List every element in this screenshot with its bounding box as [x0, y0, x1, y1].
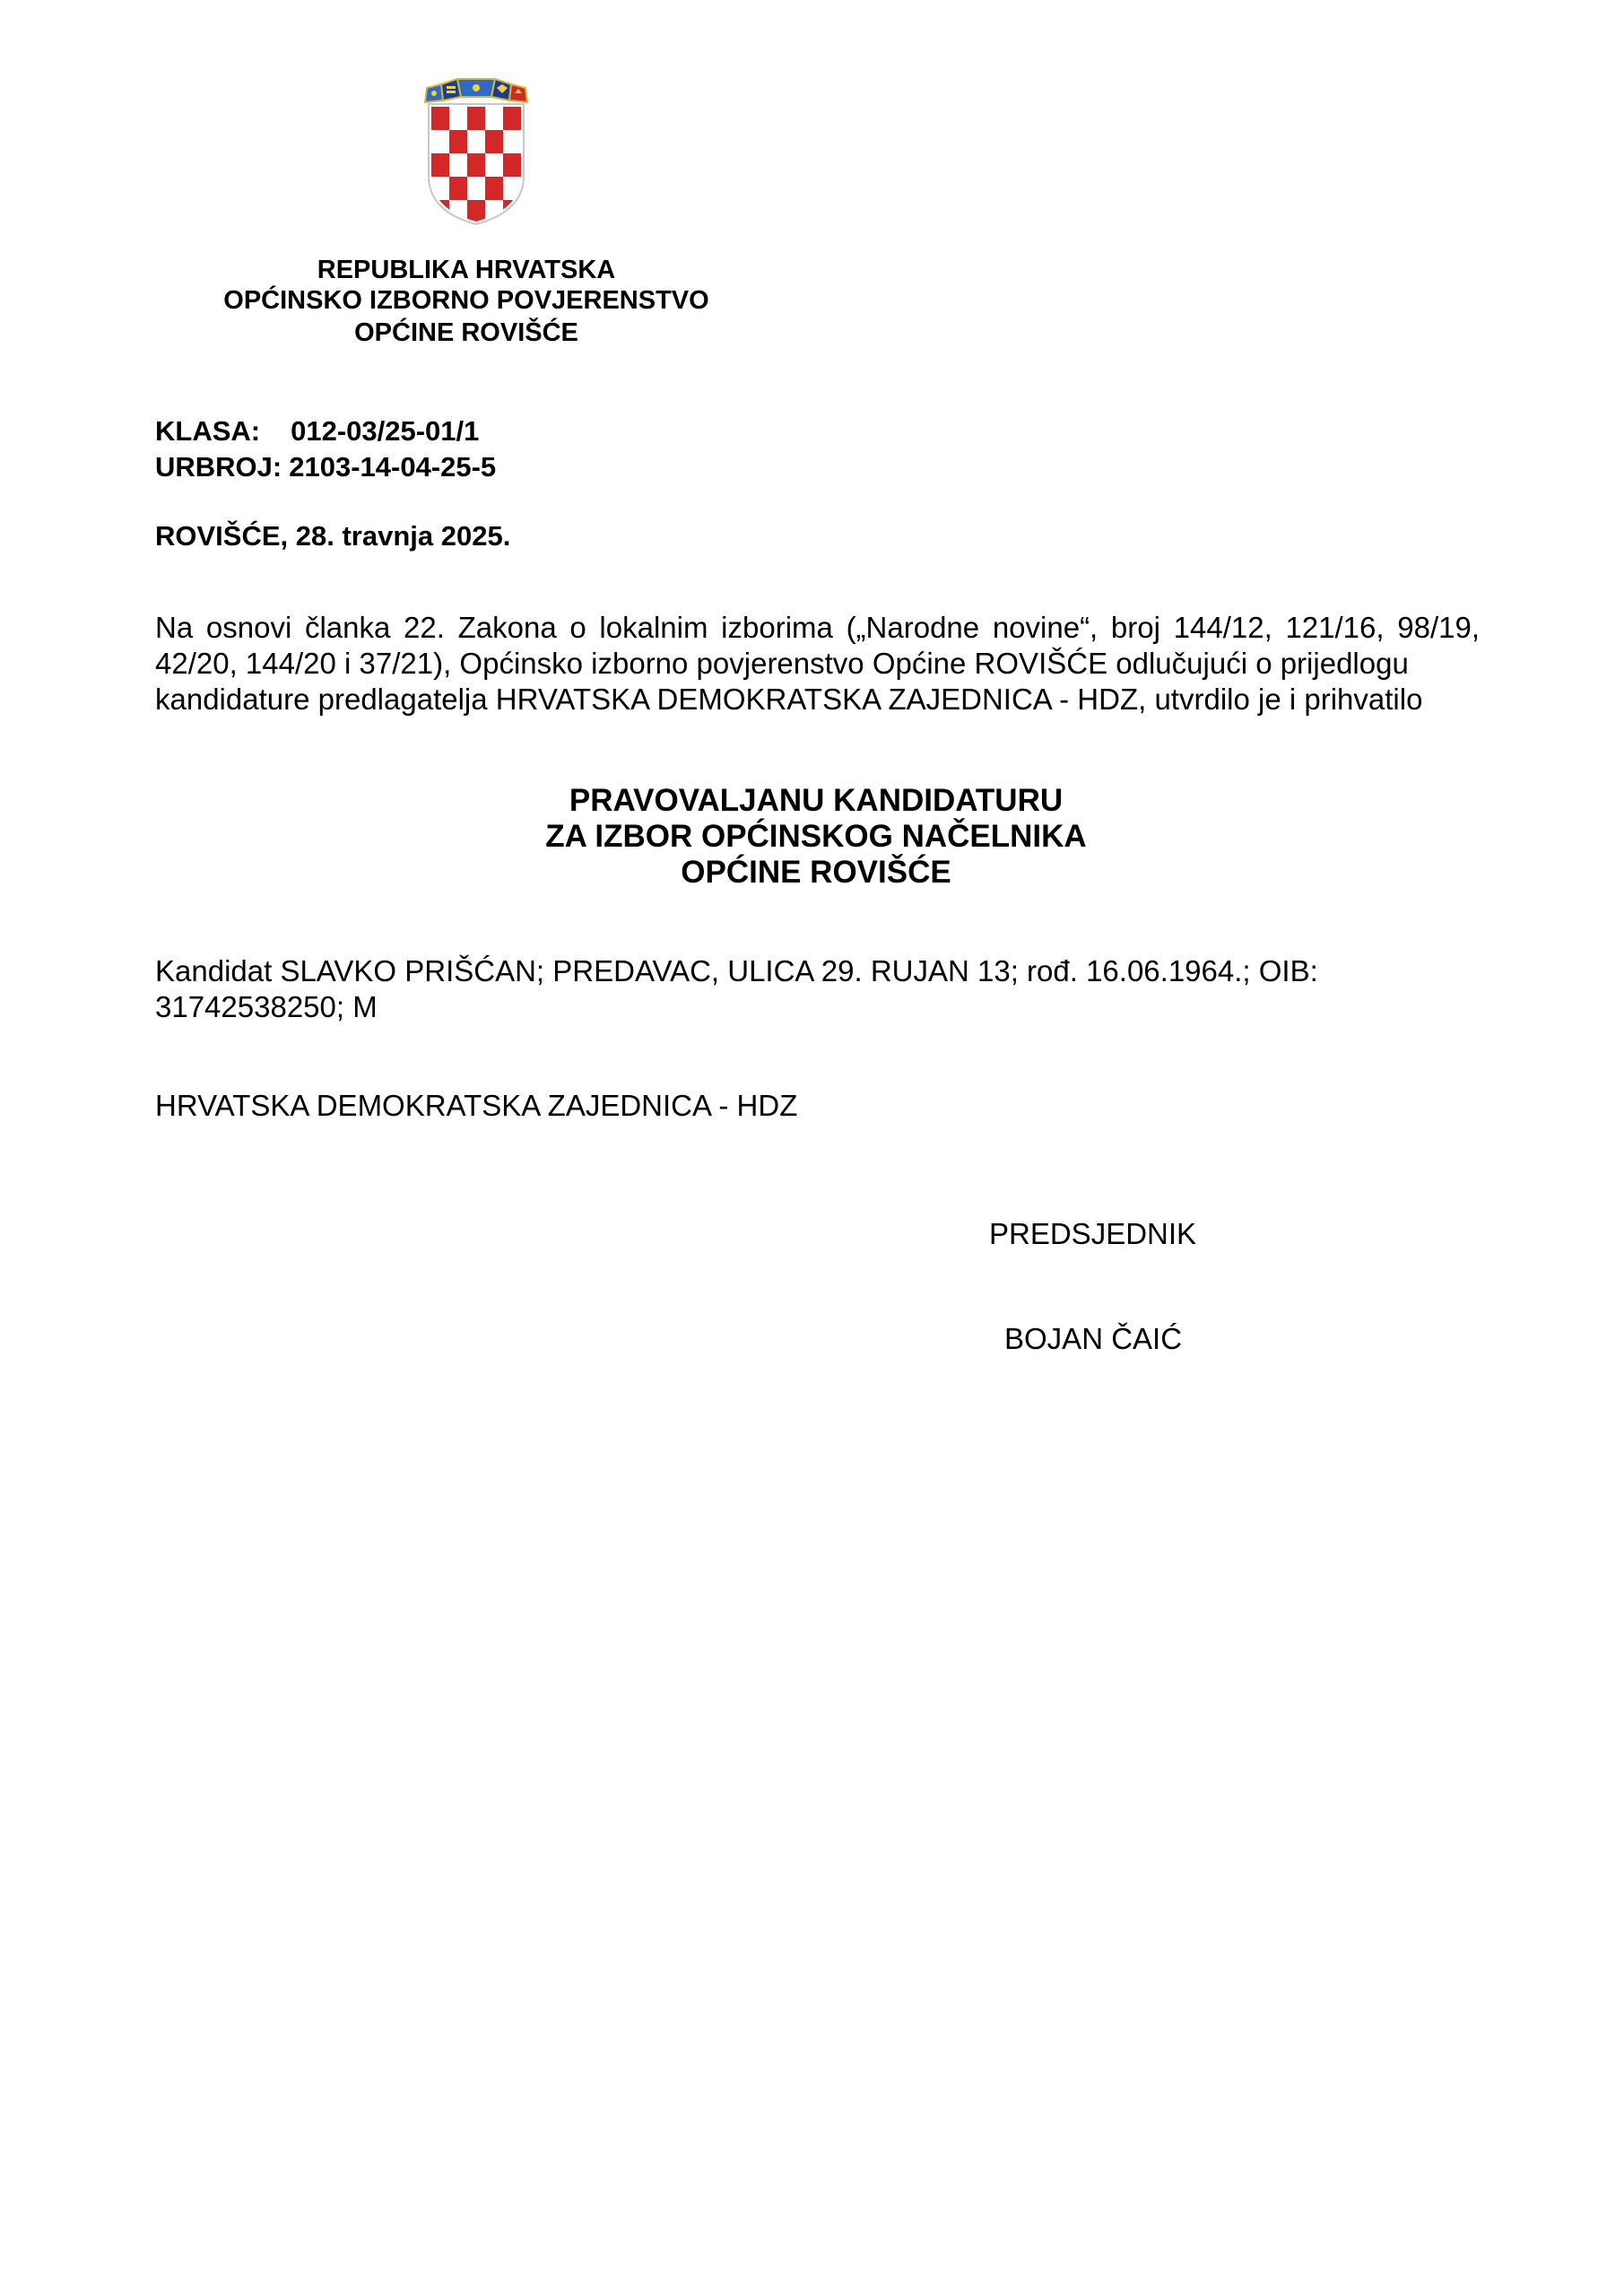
dateline-place: ROVIŠĆE: [155, 520, 281, 552]
party-name: HRVATSKA DEMOKRATSKA ZAJEDNICA - HDZ: [155, 1089, 798, 1122]
signature-role: PREDSJEDNIK: [989, 1217, 1197, 1250]
intro-paragraph: [155, 610, 1480, 718]
candidate-line-2: 31742538250; M: [155, 990, 378, 1023]
header-municipality: OPĆINE ROVIŠĆE: [354, 318, 578, 347]
croatian-coat-of-arms-icon: [421, 77, 531, 226]
dateline-date: , 28. travnja 2025.: [280, 520, 511, 552]
header-committee: OPĆINSKO IZBORNO POVJERENSTVO: [223, 286, 709, 315]
header-republic: REPUBLIKA HRVATSKA: [317, 256, 616, 284]
intro-paragraph-last: kandidature predlagatelja HRVATSKA DEMOKRATSKA ZAJEDNICA - HDZ, utvrdilo je i prihvatilo: [155, 683, 1423, 716]
urbroj-line: [155, 451, 496, 483]
title-line-2: ZA IZBOR OPĆINSKOG NAČELNIKA: [545, 819, 1087, 854]
title-line-1: PRAVOVALJANU KANDIDATURU: [569, 783, 1064, 818]
urbroj-label: URBROJ:: [155, 451, 282, 483]
klasa-label: KLASA:: [155, 415, 261, 447]
urbroj-value: 2103-14-04-25-5: [289, 451, 497, 483]
intro-paragraph-main: Na osnovi članka 22. Zakona o lokalnim izborima („Narodne novine“, broj 144/12, 121/16, 98/19, 42/20, 144/20 i 37/21), Općinsko izborno povjerenstvo Općine ROVIŠĆE odlučujući o prijedlogu: [155, 611, 1480, 680]
klasa-line: [155, 415, 479, 448]
dateline: [155, 520, 510, 552]
klasa-value: 012-03/25-01/1: [291, 415, 480, 447]
candidate-line-1: Kandidat SLAVKO PRIŠĆAN; PREDAVAC, ULICA 29. RUJAN 13; rođ. 16.06.1964.; OIB:: [155, 954, 1318, 987]
title-line-3: OPĆINE ROVIŠĆE: [681, 855, 951, 890]
signature-name: BOJAN ČAIĆ: [1004, 1322, 1183, 1355]
